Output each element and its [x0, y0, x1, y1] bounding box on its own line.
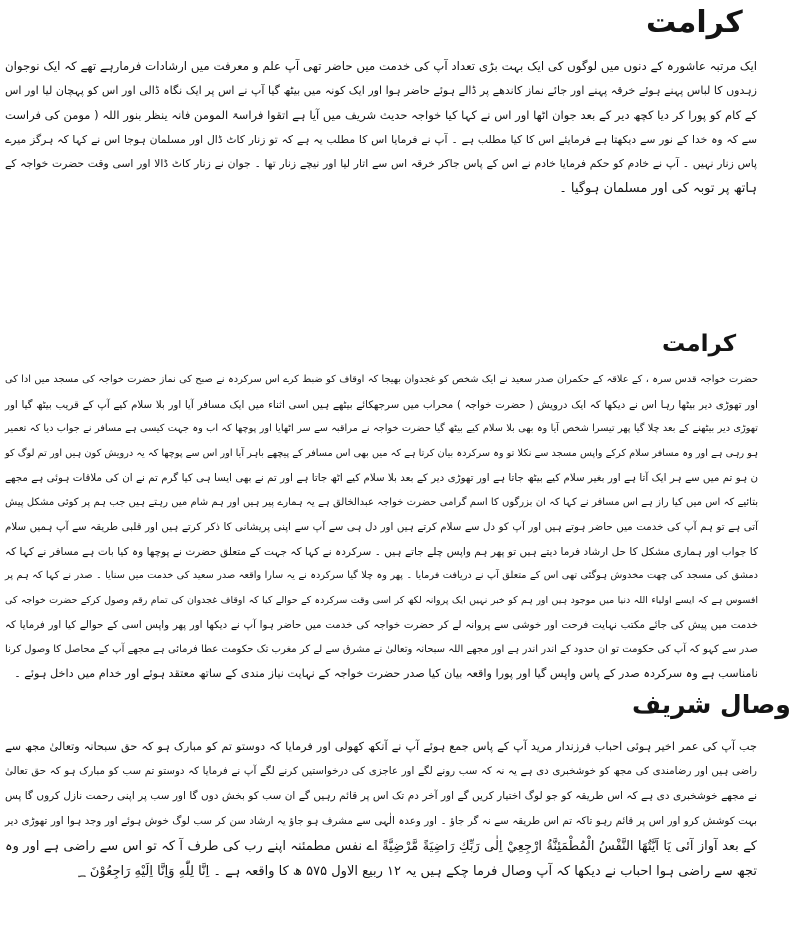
text-line: بہت کوشش کرو اور اس پر قائم رہو تاکہ تم اس طریقہ سے نہ گر جاؤ ۔ اور وعدہ الٰہی سے مشرف ہو جاؤ یہ ارشاد سن کر سب لوگ خوش ہوئے اور وجد ہوا اور تھوڑی دیر — [5, 815, 757, 827]
text-line: نامناسب ہے وہ سرکردہ صدر کے پاس واپس گیا اور پورا واقعہ بیان کیا صدر حضرت خواجہ کے نہایت نیاز مندی کے ساتھ معتقد ہوئے اور خدام میں داخل ہوئے ۔ — [14, 667, 758, 680]
text-line: دمشق کی مسجد کی چھت مخدوش ہوگئی تھی اس کے متعلق آپ نے دریافت فرمایا ۔ پھر وہ چلا گیا سرکردہ نے یہ سارا واقعہ صدر سعید کی خدمت میں سنایا ۔ صدر نے کہا کہ ہم پر — [5, 570, 758, 581]
text-line: ن ہو تم میں سے ہر ایک آتا ہے اور بغیر سلام کیے بیٹھ جاتا ہے اور تھوڑی دیر کے بعد بلا سلام کیے اٹھ جاتا ہے اور تم نے بھی ایسا ہی کیا گرم تم نے ان کی ملاقات ہوئی ہے مجھے — [5, 472, 758, 484]
text-line: صدر سے کہو کہ آپ کی حکومت تو ان حدود کے اندر اندر ہے اور مجھے اللہ سبحانہ وتعالیٰ نے مشرق سے لے کر مغرب تک حکومت عطا فرمائی ہے مجھے آپ کے محاصل کا وصول کرنا — [5, 643, 758, 655]
text-line: تجھ سے راضی ہوا احباب نے دیکھا کہ آپ وصال فرما چکے ہیں یہ ۱۲ ربیع الاول ۵۷۵ ھ کا واقعہ ہے ۔ اِنَّا لِلّٰهِ وَاِنَّا اِلَيْهِ رَاجِعُوْنَ ؁ — [78, 864, 757, 879]
text-line: سے کہ وہ خدا کے نور سے دیکھتا ہے فرمایئے اس کا کیا مطلب ہے ۔ آپ نے فرمایا اس کا مطلب یہ ہے کہ تو زنار کاٹ ڈال اور مسلمان ہوجا اس نے کہا کہ ہرگز میرے — [5, 132, 757, 146]
text-line: کے بعد آواز آئی یَا اَیَّتُهَا النَّفْسُ الْمُطْمَئِنَّةُ ارْجِعِيْ اِلٰى رَبِّكِ رَاضِيَةً مَّرْضِيَّةً اے نفس مطمئنہ اپنے رب کی طرف آ کہ تو اس سے راضی ہے اور وہ — [5, 839, 757, 854]
paragraph-karamat-1 — [5, 54, 757, 201]
text-line: پاس زنار نہیں ۔ آپ نے خادم کو حکم فرمایا خادم نے اس کے پاس جاکر خرقہ اس سے اتار لیا اور نیچے زنار تھا ۔ جوان نے زنار کاٹ ڈالا اور اسی وقت حضرت خواجہ کے — [5, 157, 757, 170]
section-heading-karamat-1: کرامت — [646, 5, 743, 40]
text-line: خدمت میں پیش کی جائے مکتب نہایت فرحت اور خوشی سے پروانہ لے کر حضرت خواجہ کی خدمت میں حاضر ہوا آپ نے دیکھا اور پھر واپس اسی کے حوالے کیا اور فرمایا کہ — [5, 619, 758, 631]
text-line: بتائیے کہ اس میں کیا راز ہے اس مسافر نے کہا کہ ان بزرگوں کا اسم گرامی حضرت خواجہ عبدالخالق ہے یہ ہمارے پیر ہیں اور ہم شام میں رہتے ہیں جب ہم پر کوئی مشکل پیش — [5, 496, 758, 508]
text-line: تھوڑی دیر بیٹھنے کے بعد چلا گیا پھر تیسرا شخص آیا وہ بھی بلا سلام کیے بیٹھ گیا حضرت خواجہ نے مراقبہ سے سر اٹھایا اور پوچھا کہ اب وہ جہت کیسی ہے مسافر نے جواب دیا کہ تعمیر — [5, 423, 758, 434]
text-line: ہو رہی ہے اور وہ مسافر سلام کرکے واپس مسجد سے نکلا تو وہ سرکردہ بیان کرتا ہے کہ میں بھی اس مسافر کے پیچھے باہر آیا اور اس سے پوچھا کہ یہ درویش کون ہیں اور تم لوگ کو — [5, 447, 758, 459]
text-line: حضرت خواجہ قدس سرہ ، کے علاقہ کے حکمران صدر سعید نے ایک شخص کو غجدوان بھیجا کہ اوقاف کو ضبط کرے اس سرکردہ نے صبح کی نماز حضرت خواجہ کی مسجد میں ادا کی — [5, 374, 758, 385]
section-heading-wisal-sharif: وصال شریف — [632, 690, 791, 719]
text-line: اور تھوڑی دیر بیٹھا رہا اس نے دیکھا کہ ایک درویش ( حضرت خواجہ ) محراب میں سرجھکائے بیٹھے ہیں اسی اثناء میں ایک مسافر آیا اور بلا سلام کیے آپ کے قریب بیٹھ گیا اور — [5, 398, 758, 411]
text-line: راضی ہیں اور رضامندی کی مجھ کو خوشخبری دی ہے یہ نہ کہ سب رونے لگے اور عاجزی کی درخواستیں کرنے لگے آپ نے فرمایا کہ دوستو تم سب کو مبارک ہو کہ حق تعالیٰ — [5, 765, 757, 777]
text-line: زہدوں کا لباس پہنے ہوئے خرقہ پہنے اور جائے نماز کاندھے پر ڈالے ہوئے حاضر ہوا اور ایک کونہ میں بیٹھ گیا آپ نے اس پر ایک نگاہ ڈالی اور اس کو پہچان لیا اور اس — [5, 83, 757, 97]
text-line: کا جواب اور ہماری مشکل کا حل ارشاد فرما دیتے ہیں تو پھر ہم واپس چلے جاتے ہیں ۔ سرکردہ نے کہا کہ جہت کے متعلق حضرت نے پوچھا وہ کیا بات ہے مسافر نے کہا کہ — [5, 545, 758, 558]
text-line: ہاتھ پر توبہ کی اور مسلمان ہوگیا ۔ — [559, 180, 757, 196]
text-line: ایک مرتبہ عاشورہ کے دنوں میں لوگوں کی ایک بہت بڑی تعداد آپ کی خدمت میں حاضر تھی آپ علم و معرفت میں ارشادات فرمارہے تھے کہ ایک نوجوان — [5, 59, 757, 73]
text-line: جب آپ کی عمر اخیر ہوئی احباب فرزندار مرید آپ کے پاس جمع ہوئے آپ نے آنکھ کھولی اور فرمایا کہ دوستو تم کو مبارک ہو کہ حق سبحانہ وتعالیٰ مجھ سے — [5, 740, 757, 753]
text-line: آتی ہے تو ہم آپ کی خدمت میں حاضر ہوتے ہیں اور آپ کو دل سے سلام کرتے ہیں اور دل ہی سے آپ سے اپنی پریشانی کا ذکر کرتے ہیں اور قلبی طریقہ سے آپ ہمیں سلام — [5, 521, 758, 533]
paragraph-karamat-2 — [5, 368, 758, 687]
text-line: افسوس ہے کہ ایسے اولیاء اللہ دنیا میں موجود ہیں اور ہم کو خبر نہیں ایک پروانہ لکھ کر اسی وقت سرکردہ کے حوالے کیا کہ اوقاف غجدوان کی تمام رقم وصول کرکے حضرت خواجہ کی — [5, 594, 758, 606]
paragraph-wisal-sharif — [5, 734, 757, 884]
section-heading-karamat-2: کرامت — [662, 331, 737, 357]
text-line: کے کام کو پورا کر دیا کچھ دیر کے بعد جوان اٹھا اور اس نے کہا کیا خواجہ حدیث شریف میں آیا ہے اتقوا فراسۃ المومن فانہ ینظر بنور اللہ ( مومن کی فراست — [5, 108, 757, 122]
text-line: نے مجھے خوشخبری دی ہے کہ اس طریقہ کو جو لوگ اختیار کریں گے اور آخر دم تک اس پر قائم رہیں گے ان سب کو بخش دوں گا اور سب پر اپنی رحمت نازل کروں گا پس — [5, 790, 757, 802]
